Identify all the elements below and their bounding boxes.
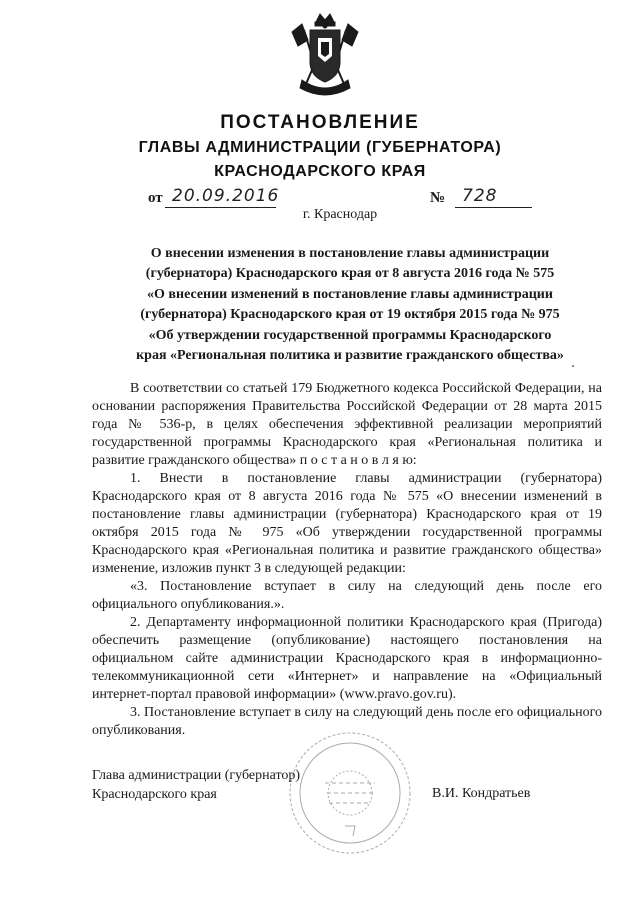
scan-speck bbox=[572, 365, 574, 367]
subject-line: края «Региональная политика и развитие гражданского общества» bbox=[136, 348, 564, 364]
body-paragraph-3: 2. Департаменту информационной политики Краснодарского края (Пригода) обеспечить размещение (опубликование) настоящего постановления на официальном сайте администрации Краснодарского края в информационно-телекоммуникационной сети «Интернет» и направление на «Официальный интернет-портал правовой информации» (www.pravo.gov.ru). bbox=[92, 615, 602, 702]
subject-line: О внесении изменения в постановление главы администрации bbox=[150, 246, 550, 261]
round-seal-stamp-icon bbox=[285, 728, 415, 858]
document-body bbox=[92, 380, 602, 740]
body-paragraph-quote: «3. Постановление вступает в силу на следующий день после его официального опубликования.». bbox=[92, 579, 602, 612]
issuer-title-line1: ГЛАВЫ АДМИНИСТРАЦИИ (ГУБЕРНАТОРА) bbox=[138, 139, 502, 156]
body-paragraph-1: В соответствии со статьей 179 Бюджетного кодекса Российской Федерации, на основании распоряжения Правительства Российской Федерации от 28 марта 2015 года № 536-р, в целях обеспечения эффективной реализации мероприятий государственной программы Краснодарского края «Региональная политика и развитие гражданского общества» п о с т а н о в л я ю: bbox=[92, 381, 602, 468]
signatory-position-line1: Глава администрации (губернатор) bbox=[92, 768, 301, 783]
issuer-title-line2: КРАСНОДАРСКОГО КРАЯ bbox=[214, 163, 426, 180]
handwritten-number: 728 bbox=[462, 186, 498, 206]
signatory-position bbox=[92, 766, 300, 804]
document-subject bbox=[100, 244, 600, 366]
body-paragraph-2: 1. Внести в постановление главы администрации (губернатора) Краснодарского края от 8 августа 2016 года № 575 «О внесении изменений в постановление главы администрации (губернатора) Краснодарского края от 19 октября 2015 года № 975 «Об утверждении государственной программы Краснодарского края «Региональная политика и развитие гражданского общества» изменение, изложив пункт 3 в следующей редакции: bbox=[92, 471, 602, 576]
body-paragraph-4: 3. Постановление вступает в силу на следующий день после его официального опубликования. bbox=[92, 705, 602, 738]
krasnodar-coat-of-arms-icon bbox=[288, 10, 362, 102]
subject-line: «О внесении изменений в постановление главы администрации bbox=[147, 286, 553, 302]
subject-line: (губернатора) Краснодарского края от 8 августа 2016 года № 575 bbox=[145, 266, 555, 282]
document-type-title: ПОСТАНОВЛЕНИЕ bbox=[220, 112, 420, 133]
city-label: г. Краснодар bbox=[302, 207, 378, 222]
handwritten-date: 20.09.2016 bbox=[172, 186, 280, 206]
subject-line: «Об утверждении государственной программы Краснодарского bbox=[148, 327, 552, 343]
subject-line: (губернатора) Краснодарского края от 19 октября 2015 года № 975 bbox=[140, 307, 560, 323]
signatory-position-line2: Краснодарского края bbox=[92, 787, 217, 802]
date-label: от bbox=[148, 190, 163, 206]
number-label: № bbox=[430, 190, 446, 206]
signatory-name: В.И. Кондратьев bbox=[432, 786, 531, 801]
